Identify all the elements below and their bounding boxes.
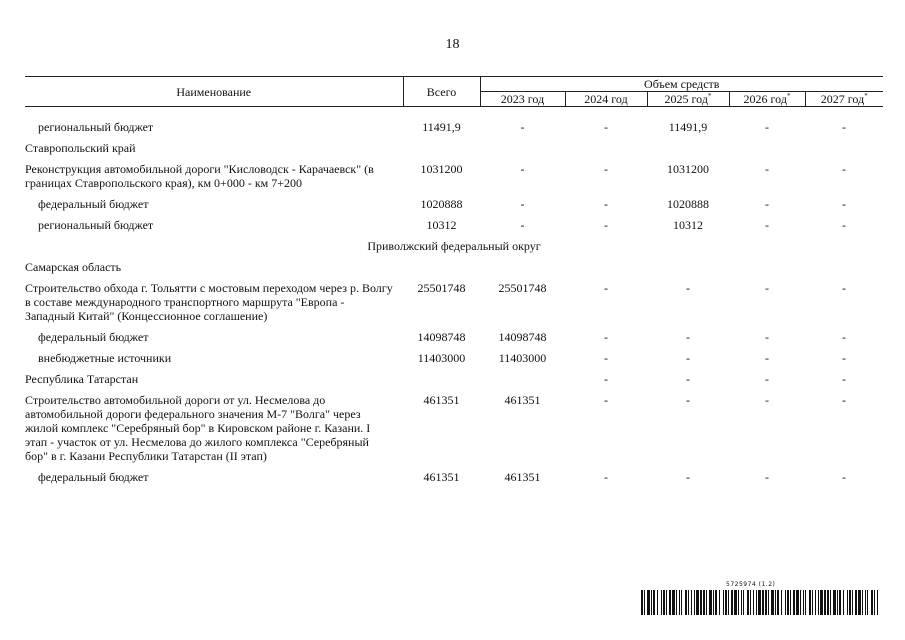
table-row: Строительство обхода г. Тольятти с мостовым переходом через р. Волгу в составе международного транспортного маршрута "Европа - Западный Китай" (Концессионное соглашение) 25501748 25501748 - - - - (25, 281, 846, 323)
spacer-row (25, 107, 883, 117)
table-row: региональный бюджет 10312 - - 10312 - - (38, 218, 846, 232)
okrug-row: Приволжский федеральный округ (367, 239, 541, 253)
table-row: федеральный бюджет 14098748 14098748 - - - - (38, 330, 846, 344)
header-year-2026: 2026 год* (729, 92, 805, 107)
region-row: Ставропольский край (25, 141, 136, 155)
table-row: региональный бюджет 11491,9 - - 11491,9 - - (38, 120, 846, 134)
table-row: Реконструкция автомобильной дороги "Кисловодск - Карачаевск" (в границах Ставропольского края), км 0+000 - км 7+200 1031200 - - 1031200 - - (25, 162, 846, 190)
header-name: Наименование (25, 77, 403, 107)
header-volume: Объем средств (480, 77, 883, 92)
table-row: внебюджетные источники 11403000 11403000 - - - - (38, 351, 846, 365)
region-row: Республика Татарстан - - - - (25, 372, 846, 386)
budget-table (25, 76, 883, 487)
header-total: Всего (403, 77, 480, 107)
barcode-number: 5725974 (1.2) (726, 581, 776, 588)
header-year-2024: 2024 год (565, 92, 647, 107)
header-year-2025: 2025 год* (647, 92, 729, 107)
region-row: Самарская область (25, 260, 122, 274)
header-year-2027: 2027 год* (805, 92, 883, 107)
page-number: 18 (445, 37, 460, 52)
barcode (641, 590, 879, 615)
table-row: Строительство автомобильной дороги от ул. Несмелова до автомобильной дороги федерального значения М-7 "Волга" через жилой комплекс "Серебряный бор" в Кировском районе г. Казани. I этап - участок от ул. Несмелова до жилого комплекса "Серебряный бор" в г. Казани Республики Татарстан (II этап) 461351 461351 - - - - (25, 393, 846, 463)
header-year-2023: 2023 год (480, 92, 565, 107)
table-row: федеральный бюджет 461351 461351 - - - - (38, 470, 846, 484)
table-row: федеральный бюджет 1020888 - - 1020888 - - (38, 197, 846, 211)
